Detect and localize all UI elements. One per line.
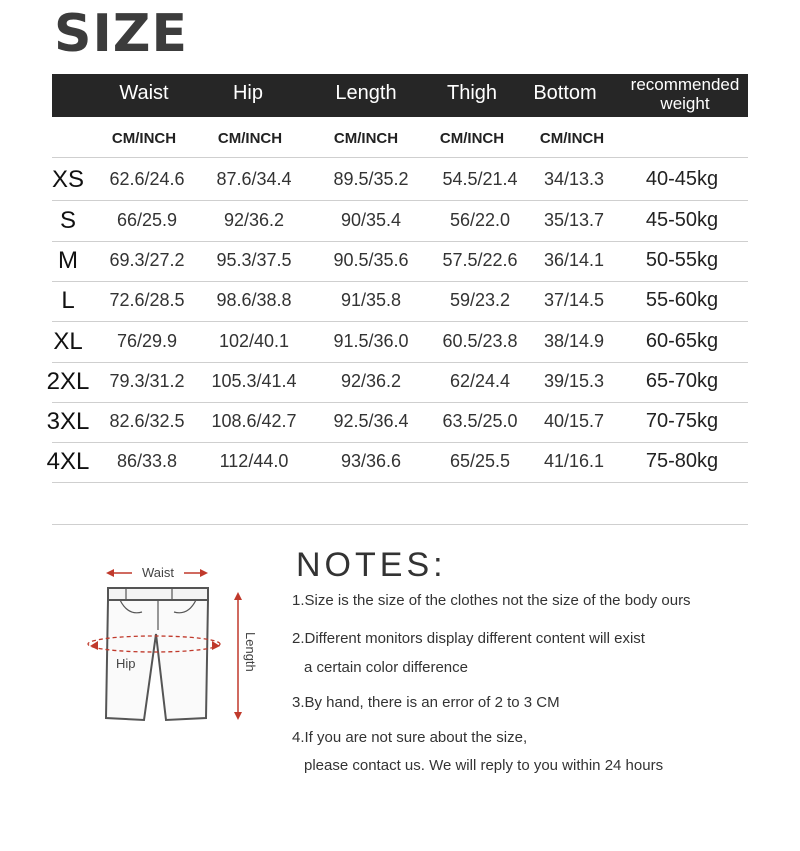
- size-label: 4XL: [46, 448, 90, 475]
- note-line: 1.Size is the size of the clothes not the size of the body ours: [292, 592, 691, 609]
- unit-label: CM/INCH: [439, 130, 505, 147]
- hip-label: Hip: [116, 656, 136, 671]
- section-divider: [52, 524, 748, 525]
- length-cell: 92.5/36.4: [333, 411, 409, 431]
- weight-cell: 65-70kg: [645, 370, 719, 392]
- waist-cell: 86/33.8: [116, 451, 178, 471]
- length-arrow-icon: [234, 592, 242, 720]
- hip-cell: 105.3/41.4: [211, 371, 297, 391]
- bottom-cell: 34/13.3: [543, 169, 605, 189]
- header-hip: Hip: [232, 82, 263, 104]
- header-thigh: Thigh: [446, 82, 498, 104]
- size-label: M: [58, 247, 78, 274]
- hip-cell: 98.6/38.8: [216, 290, 292, 310]
- size-label: XL: [53, 328, 83, 355]
- length-cell: 93/36.6: [340, 451, 402, 471]
- hip-cell: 108.6/42.7: [211, 411, 297, 431]
- hip-cell: 87.6/34.4: [216, 169, 292, 189]
- length-cell: 90/35.4: [340, 210, 402, 230]
- size-label: 3XL: [46, 408, 90, 435]
- length-cell: 90.5/35.6: [333, 250, 409, 270]
- length-cell: 92/36.2: [340, 371, 402, 391]
- waist-cell: 72.6/28.5: [109, 290, 185, 310]
- shorts-diagram: [72, 556, 272, 736]
- note-line: 4.If you are not sure about the size,: [292, 729, 528, 746]
- weight-cell: 70-75kg: [645, 410, 719, 432]
- unit-label: CM/INCH: [333, 130, 399, 147]
- bottom-cell: 35/13.7: [543, 210, 605, 230]
- size-label: S: [59, 207, 76, 234]
- waist-cell: 79.3/31.2: [109, 371, 185, 391]
- thigh-cell: 65/25.5: [449, 451, 511, 471]
- weight-cell: 75-80kg: [645, 450, 719, 472]
- unit-label: CM/INCH: [111, 130, 177, 147]
- thigh-cell: 54.5/21.4: [442, 169, 518, 189]
- weight-cell: 60-65kg: [645, 330, 719, 352]
- table-row: [46, 362, 748, 403]
- unit-label: CM/INCH: [217, 130, 283, 147]
- weight-cell: 45-50kg: [645, 209, 719, 231]
- waist-cell: 69.3/27.2: [109, 250, 185, 270]
- note-line: 2.Different monitors display different content will exist: [292, 630, 645, 647]
- waist-cell: 66/25.9: [116, 210, 178, 230]
- weight-cell: 55-60kg: [645, 289, 719, 311]
- bottom-cell: 41/16.1: [543, 451, 605, 471]
- length-cell: 91/35.8: [340, 290, 402, 310]
- table-row: [46, 442, 748, 483]
- table-header: [52, 74, 748, 117]
- bottom-cell: 38/14.9: [543, 331, 605, 351]
- waist-cell: 76/29.9: [116, 331, 178, 351]
- note-line: please contact us. We will reply to you within 24 hours: [304, 757, 664, 774]
- note-line: a certain color difference: [304, 659, 468, 676]
- page-title: SIZE: [54, 4, 189, 64]
- weight-cell: 50-55kg: [645, 249, 719, 271]
- thigh-cell: 56/22.0: [449, 210, 511, 230]
- waist-cell: 82.6/32.5: [109, 411, 185, 431]
- note-line: 3.By hand, there is an error of 2 to 3 CM: [292, 694, 560, 711]
- size-label: 2XL: [46, 368, 90, 395]
- table-row: [52, 160, 748, 201]
- bottom-cell: 37/14.5: [543, 290, 605, 310]
- size-label: XS: [51, 166, 84, 193]
- header-waist: Waist: [119, 82, 169, 104]
- hip-cell: 95.3/37.5: [216, 250, 292, 270]
- hip-cell: 112/44.0: [219, 451, 289, 471]
- bottom-cell: 36/14.1: [543, 250, 605, 270]
- length-label: Length: [243, 632, 258, 672]
- length-cell: 91.5/36.0: [333, 331, 409, 351]
- table-row: [52, 241, 748, 282]
- size-label: L: [61, 287, 75, 314]
- notes-title: NOTES:: [296, 546, 447, 584]
- hip-cell: 92/36.2: [223, 210, 285, 230]
- weight-cell: 40-45kg: [645, 168, 719, 190]
- thigh-cell: 63.5/25.0: [442, 411, 518, 431]
- table-row: [46, 402, 748, 443]
- header-length: Length: [335, 82, 397, 104]
- header-bottom: Bottom: [533, 82, 597, 104]
- thigh-cell: 57.5/22.6: [442, 250, 518, 270]
- table-row: [52, 322, 748, 363]
- divider: [52, 157, 748, 158]
- thigh-cell: 59/23.2: [449, 290, 511, 310]
- table-row: [52, 281, 748, 322]
- length-cell: 89.5/35.2: [333, 169, 409, 189]
- bottom-cell: 40/15.7: [543, 411, 605, 431]
- thigh-cell: 60.5/23.8: [442, 331, 518, 351]
- table-row: [52, 201, 748, 242]
- waist-label: Waist: [141, 565, 175, 580]
- waist-cell: 62.6/24.6: [109, 169, 185, 189]
- header-recommended-weight: recommended weight: [630, 75, 740, 113]
- bottom-cell: 39/15.3: [543, 371, 605, 391]
- hip-cell: 102/40.1: [218, 331, 290, 351]
- shorts-icon: [106, 588, 208, 720]
- thigh-cell: 62/24.4: [449, 371, 511, 391]
- unit-label: CM/INCH: [539, 130, 605, 147]
